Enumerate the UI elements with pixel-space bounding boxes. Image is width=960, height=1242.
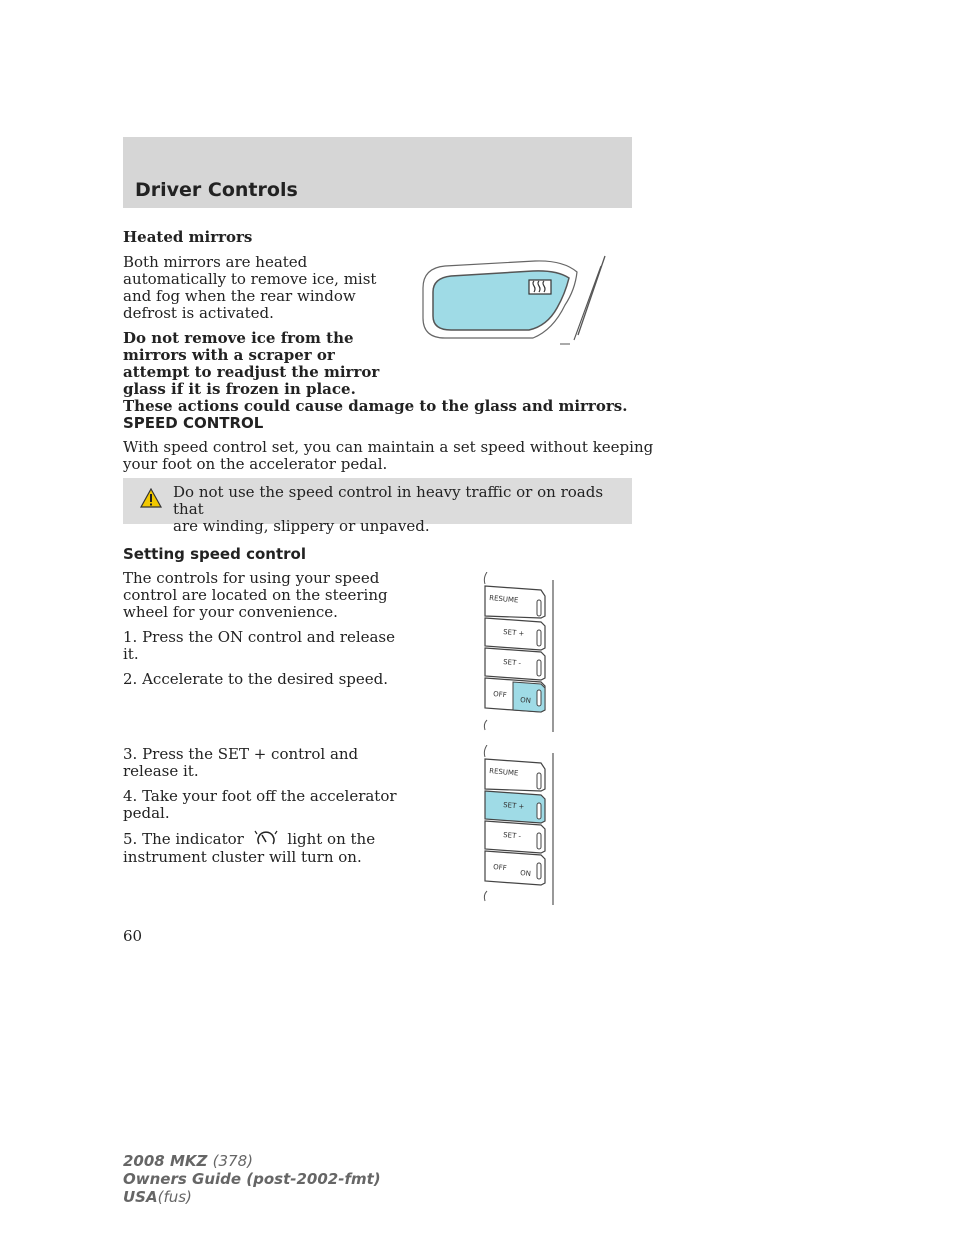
speed-control-indicator-icon: [253, 830, 279, 850]
step-4-line-1: 4. Take your foot off the accelerator: [123, 787, 397, 805]
step-4-line-2: pedal.: [123, 804, 170, 822]
mirror-warning-2: mirrors with a scraper or: [123, 346, 335, 364]
heated-mirrors-body-4: defrost is activated.: [123, 304, 274, 322]
set-plus-button-label: SET +: [502, 628, 525, 638]
on-button-label-2: ON: [519, 869, 532, 878]
footer-model: 2008 MKZ: [123, 1152, 208, 1170]
step-3-line-2: release it.: [123, 762, 199, 780]
heated-mirrors-body-2: automatically to remove ice, mist: [123, 270, 377, 288]
speed-control-intro-2: your foot on the accelerator pedal.: [123, 455, 388, 473]
mirror-warning-4: glass if it is frozen in place.: [123, 380, 356, 398]
step-5-line-2: instrument cluster will turn on.: [123, 848, 362, 866]
step-2: 2. Accelerate to the desired speed.: [123, 670, 389, 688]
footer-model-code: (378): [212, 1152, 253, 1170]
heated-mirrors-body-1: Both mirrors are heated: [123, 253, 308, 271]
step-1-line-1: 1. Press the ON control and release: [123, 628, 396, 646]
heated-mirrors-heading: Heated mirrors: [123, 228, 253, 246]
resume-button-label: RESUME: [488, 594, 519, 605]
setting-speed-control-heading: Setting speed control: [123, 545, 306, 563]
step-5-line-1: [123, 830, 375, 850]
document-footer: [123, 1152, 381, 1206]
section-header: [123, 137, 632, 208]
heated-mirrors-body-3: and fog when the rear window: [123, 287, 356, 305]
mirror-warning-3: attempt to readjust the mirror: [123, 363, 380, 381]
set-plus-button-label-2: SET +: [502, 801, 525, 811]
speed-control-buttons-illustration-set: [475, 745, 565, 905]
caution-triangle-icon: [140, 488, 162, 508]
off-button-label-2: OFF: [492, 863, 508, 873]
setting-intro-1: The controls for using your speed: [123, 569, 380, 587]
page-number: 60: [123, 927, 143, 945]
resume-button-label-2: RESUME: [488, 767, 519, 778]
setting-intro-3: wheel for your convenience.: [123, 603, 338, 621]
step-1-line-2: it.: [123, 645, 139, 663]
caution-text-2: are winding, slippery or unpaved.: [173, 517, 430, 535]
rear-defrost-icon: [529, 280, 551, 294]
off-button-label: OFF: [492, 690, 508, 700]
setting-intro-2: control are located on the steering: [123, 586, 388, 604]
mirror-warning-1: Do not remove ice from the: [123, 329, 354, 347]
footer-region-code: (fus): [157, 1188, 192, 1206]
speed-control-intro-1: With speed control set, you can maintain a set speed without keeping: [123, 438, 654, 456]
footer-guide: Owners Guide (post-2002-fmt): [123, 1170, 381, 1188]
step-5-text-b: light on the: [287, 830, 376, 848]
speed-control-heading: SPEED CONTROL: [123, 414, 264, 432]
step-3-line-1: 3. Press the SET + control and: [123, 745, 359, 763]
footer-region: USA: [123, 1188, 158, 1206]
set-minus-button-label: SET -: [502, 658, 522, 668]
caution-box: [123, 478, 632, 535]
speed-control-buttons-illustration-on: [475, 572, 565, 732]
heated-mirror-illustration: [415, 250, 615, 355]
caution-text-1: Do not use the speed control in heavy traffic or on roads that: [173, 483, 604, 518]
section-title: Driver Controls: [135, 179, 298, 201]
on-button-label: ON: [519, 696, 532, 705]
mirror-warning-5: These actions could cause damage to the glass and mirrors.: [123, 397, 628, 415]
step-5-text-a: 5. The indicator: [123, 830, 244, 848]
set-minus-button-label-2: SET -: [502, 831, 522, 841]
